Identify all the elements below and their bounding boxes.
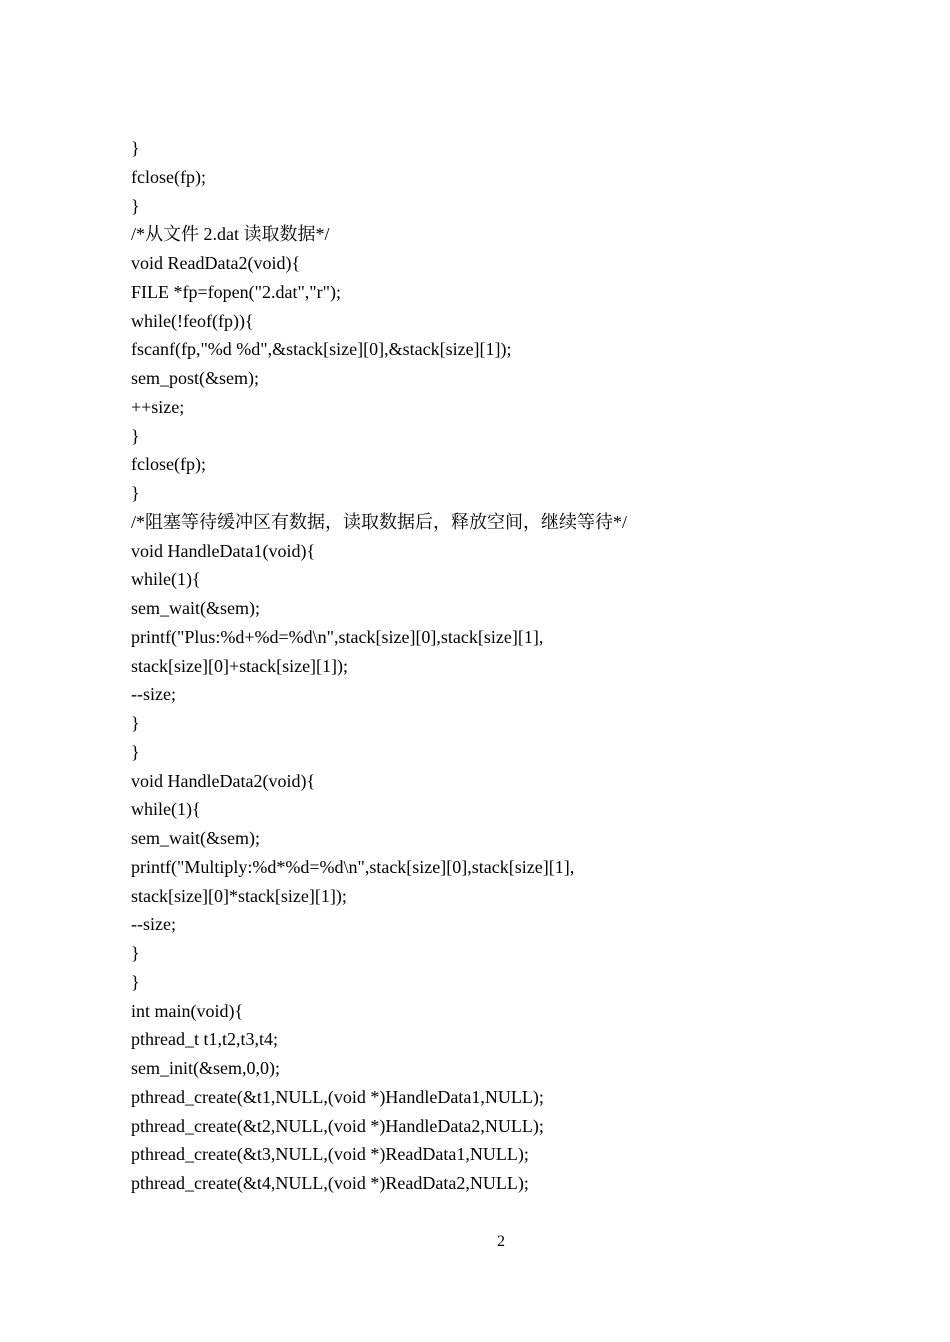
code-listing: [131, 134, 891, 1198]
code-line: pthread_t t1,t2,t3,t4;: [131, 1029, 278, 1050]
code-line: stack[size][0]*stack[size][1]);: [131, 885, 347, 906]
code-line: }: [131, 713, 140, 733]
code-line: pthread_create(&t1,NULL,(void *)HandleData1,NULL);: [131, 1086, 544, 1107]
code-line: }: [131, 195, 140, 216]
code-line: printf("Multiply:%d*%d=%d\n",stack[size][0],stack[size][1],: [131, 856, 575, 877]
code-line: }: [131, 741, 140, 762]
code-line: FILE *fp=fopen("2.dat","r");: [131, 281, 341, 302]
code-line: --size;: [131, 914, 176, 935]
code-line: sem_wait(&sem);: [131, 598, 260, 618]
code-line: }: [131, 425, 140, 446]
code-line: }: [131, 138, 140, 158]
code-line: }: [131, 483, 140, 503]
code-line: printf("Plus:%d+%d=%d\n",stack[size][0],stack[size][1],: [131, 626, 544, 647]
code-line: --size;: [131, 684, 176, 705]
code-comment: /*阻塞等待缓冲区有数据，读取数据后，释放空间，继续等待*/: [131, 511, 627, 532]
code-line: fclose(fp);: [131, 454, 206, 475]
code-line: void ReadData2(void){: [131, 253, 301, 273]
code-line: }: [131, 971, 140, 992]
code-comment: /*从文件 2.dat 读取数据*/: [131, 224, 330, 245]
code-line: sem_post(&sem);: [131, 368, 259, 388]
code-line: while(1){: [131, 799, 201, 820]
code-line: void HandleData1(void){: [131, 540, 316, 561]
code-line: pthread_create(&t2,NULL,(void *)HandleData2,NULL);: [131, 1115, 544, 1136]
code-line: pthread_create(&t3,NULL,(void *)ReadData1,NULL);: [131, 1144, 529, 1165]
code-line: pthread_create(&t4,NULL,(void *)ReadData2,NULL);: [131, 1173, 529, 1193]
code-line: sem_init(&sem,0,0);: [131, 1058, 280, 1078]
code-line: }: [131, 943, 140, 963]
code-line: sem_wait(&sem);: [131, 828, 260, 848]
code-line: stack[size][0]+stack[size][1]);: [131, 655, 349, 676]
code-line: int main(void){: [131, 1000, 244, 1021]
code-line: while(!feof(fp)){: [131, 310, 254, 331]
code-line: ++size;: [131, 396, 185, 417]
code-line: void HandleData2(void){: [131, 770, 316, 791]
code-line: while(1){: [131, 569, 201, 590]
code-line: fclose(fp);: [131, 166, 206, 187]
code-line: fscanf(fp,"%d %d",&stack[size][0],&stack[size][1]);: [131, 339, 512, 360]
page-number: 2: [497, 1233, 505, 1250]
